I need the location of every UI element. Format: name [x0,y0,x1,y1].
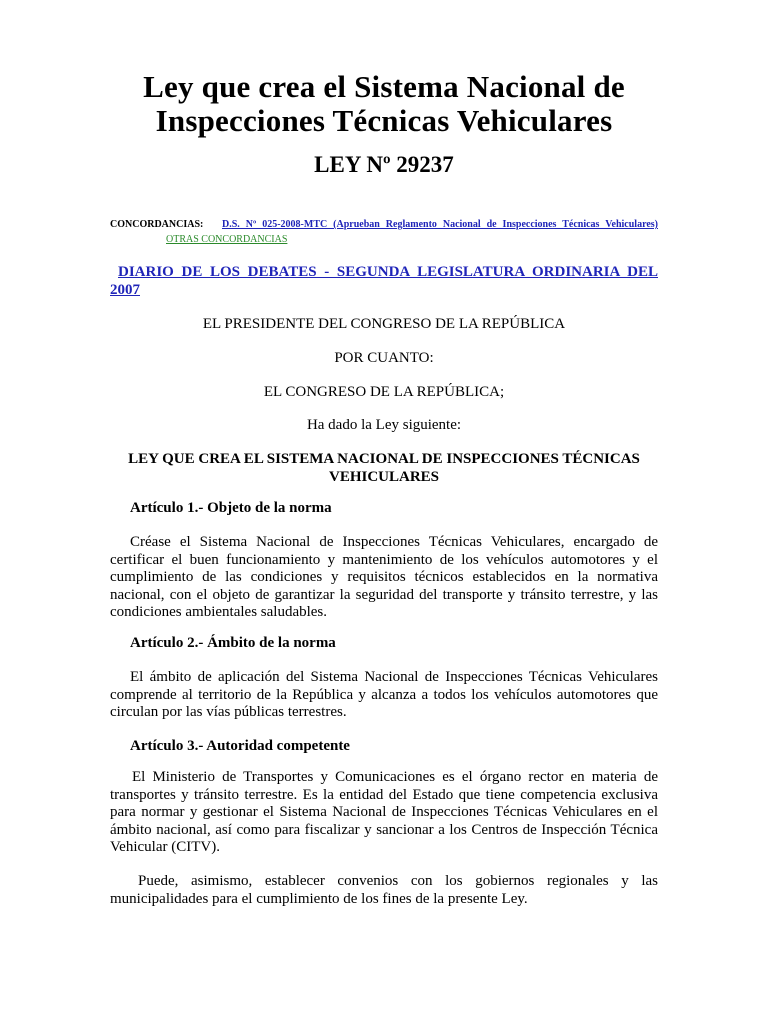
article-2-heading: Artículo 2.- Ámbito de la norma [130,635,336,651]
preamble-president: EL PRESIDENTE DEL CONGRESO DE LA REPÚBLICA [202,316,566,332]
preamble-por-cuanto: POR CUANTO: [334,350,434,366]
preamble-ha-dado: Ha dado la Ley siguiente: [306,417,462,433]
concordancias-link[interactable]: D.S. Nº 025-2008-MTC (Aprueban Reglamento Nacional de Inspecciones Técnicas Vehiculares) [222,219,658,230]
concordancias-label: CONCORDANCIAS: [110,219,204,230]
article-3-heading: Artículo 3.- Autoridad competente [130,738,350,754]
article-3-paragraph-2: Puede, asimismo, establecer convenios con los gobiernos regionales y las municipalidades para el cumplimiento de los fines de la presente Ley. [110,873,658,907]
otras-concordancias-link[interactable]: OTRAS CONCORDANCIAS [166,234,288,245]
article-2-paragraph: El ámbito de aplicación del Sistema Nacional de Inspecciones Técnicas Vehiculares comprende al territorio de la República y alcanza a todos los vehículos automotores que circulan por las vías públicas terrestres. [110,669,658,721]
preamble-congreso: EL CONGRESO DE LA REPÚBLICA; [263,384,505,400]
article-1-heading: Artículo 1.- Objeto de la norma [130,500,332,516]
document-title: Ley que crea el Sistema Nacional de Inspecciones Técnicas Vehiculares [143,69,625,138]
article-3-paragraph-1: El Ministerio de Transportes y Comunicaciones es el órgano rector en materia de transportes y tránsito terrestre. Es la entidad del Estado que tiene competencia exclusiva para normar y gestionar el Sistema Nacional de Inspecciones Técnicas Vehiculares en el ámbito nacional, así como para fiscalizar y sancionar a los Centros de Inspección Técnica Vehicular (CITV). [110,769,658,856]
law-heading: LEY QUE CREA EL SISTEMA NACIONAL DE INSPECCIONES TÉCNICAS VEHICULARES [128,451,640,485]
law-number: LEY Nº 29237 [314,152,454,177]
diario-debates-link[interactable]: DIARIO DE LOS DEBATES - SEGUNDA LEGISLATURA ORDINARIA DEL 2007 [110,264,658,298]
article-1-paragraph: Créase el Sistema Nacional de Inspecciones Técnicas Vehiculares, encargado de certificar el buen funcionamiento y mantenimiento de los vehículos automotores y el cumplimiento de las condiciones y requisitos técnicos establecidos en la normativa nacional, con el objeto de garantizar la seguridad del transporte y tránsito terrestre, y las condiciones ambientales saludables. [110,534,658,621]
